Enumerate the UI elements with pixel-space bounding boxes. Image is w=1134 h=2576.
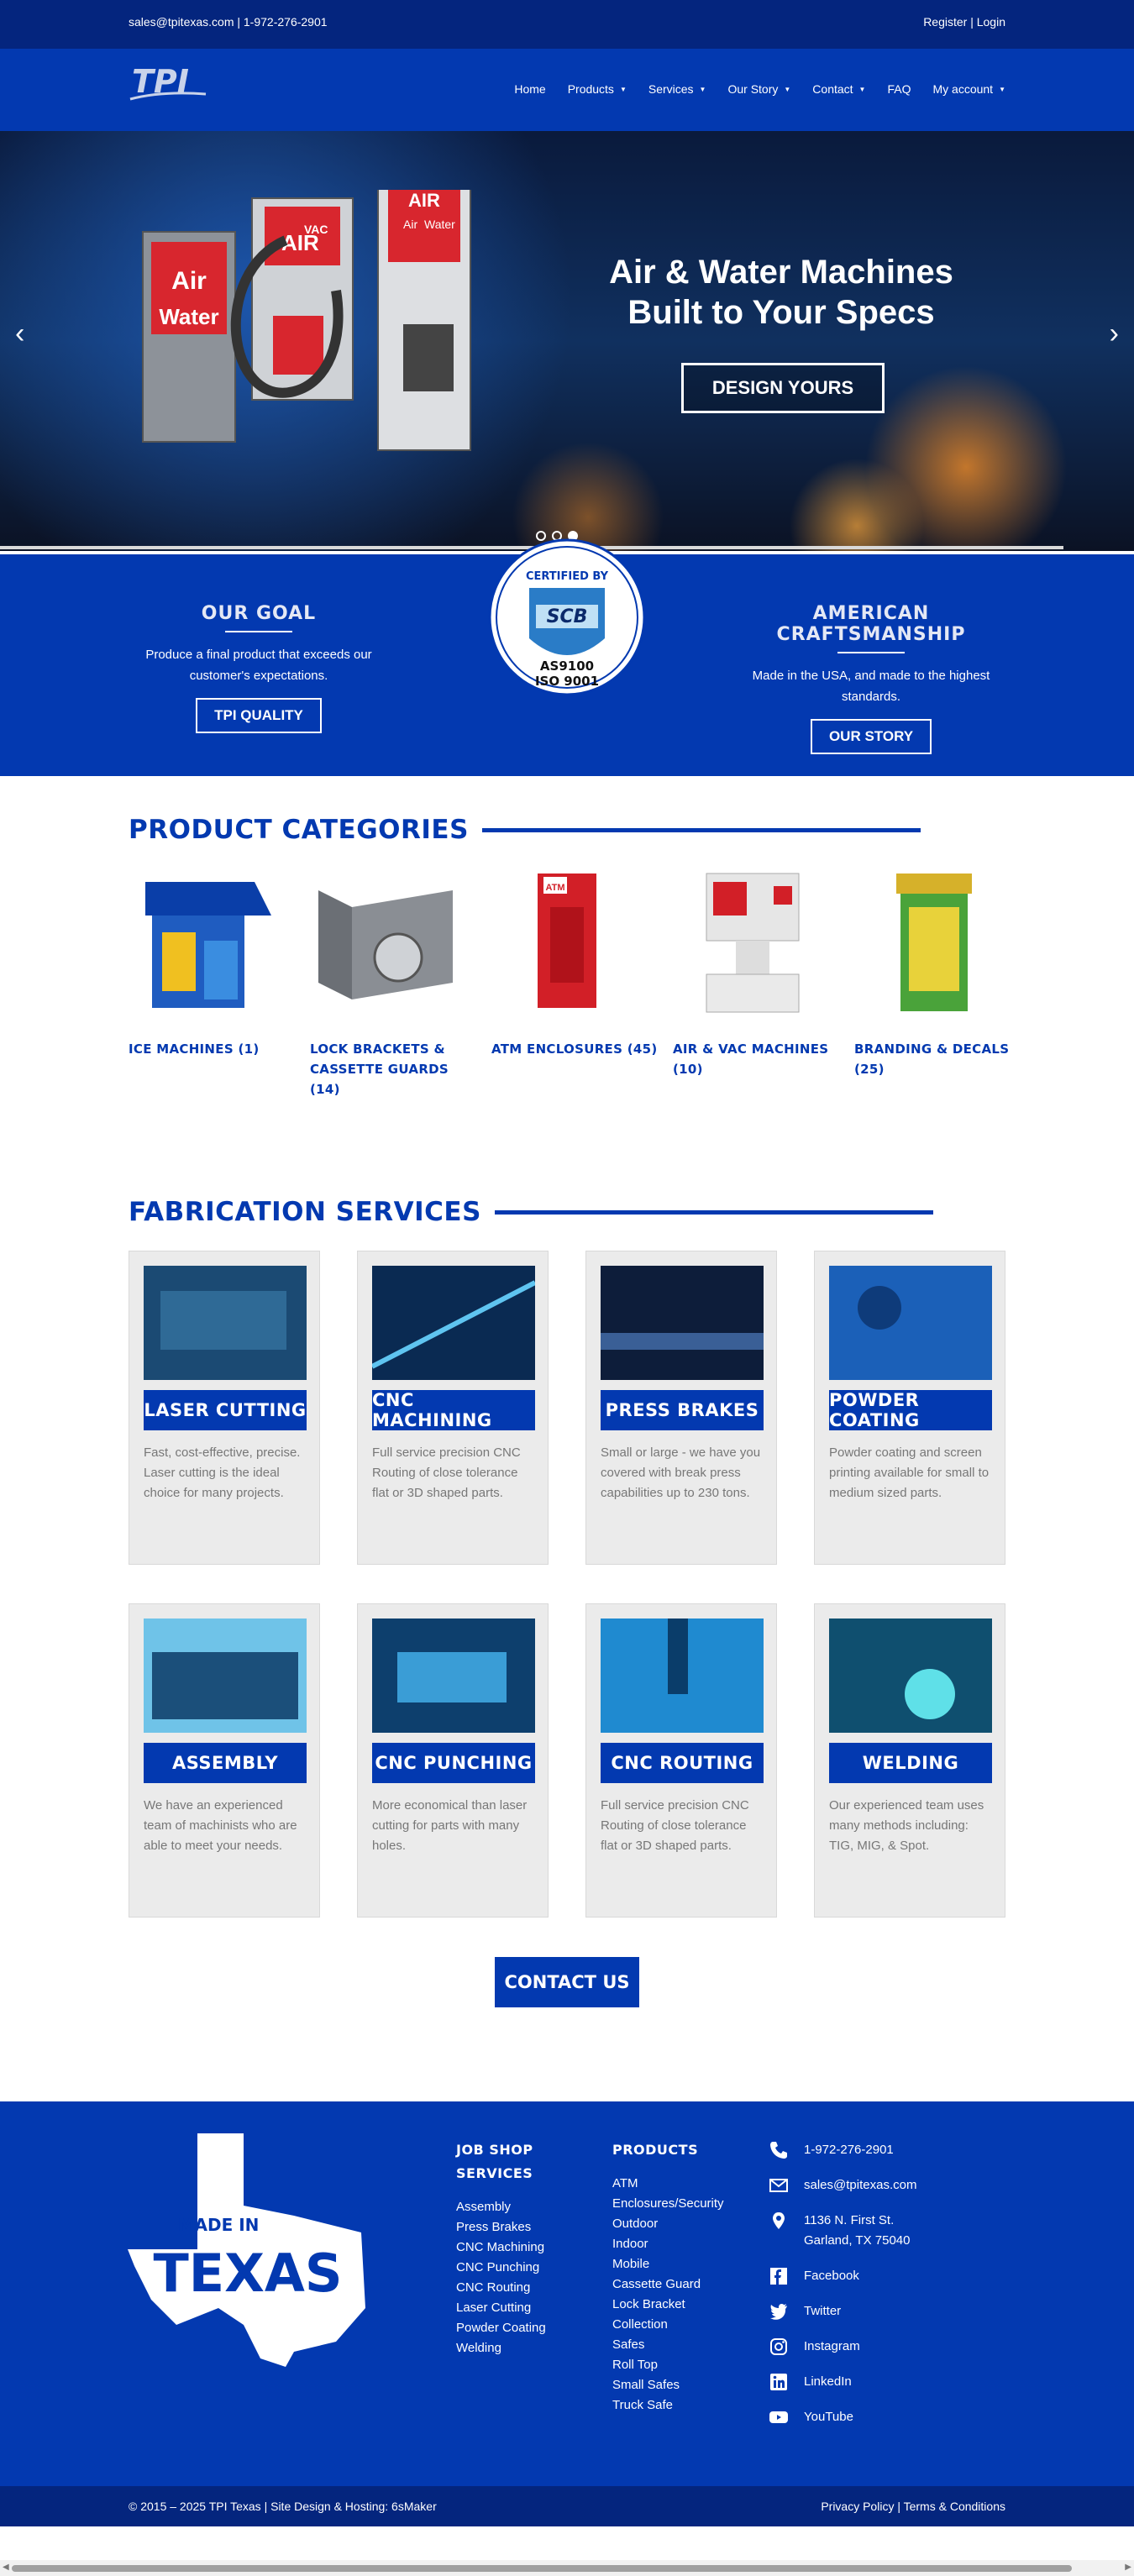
footer-link[interactable]: CNC Routing: [456, 2280, 531, 2295]
footer-link[interactable]: Cassette Guard: [612, 2277, 701, 2291]
hero-title: Air & Water Machines Built to Your Specs: [609, 254, 953, 331]
svg-text:CERTIFIED BY: CERTIFIED BY: [525, 570, 609, 583]
cnc-routing-photo: [601, 1619, 764, 1733]
svg-text:Water: Water: [159, 304, 219, 329]
scb-certification-seal: [487, 538, 647, 754]
svg-text:SCB: SCB: [546, 606, 588, 627]
contact-column: [769, 2140, 987, 2442]
category-branding-decals[interactable]: BRANDING & DECALS (25): [854, 865, 1022, 1079]
chevron-down-icon: ▼: [619, 85, 627, 93]
made-in-texas-badge: [126, 2132, 370, 2367]
svg-text:MADE IN: MADE IN: [177, 2215, 260, 2235]
craftsmanship-text: Made in the USA, and made to the highest standards.: [752, 669, 990, 704]
design-yours-button[interactable]: DESIGN YOURS: [681, 363, 885, 413]
copyright-text: © 2015 – 2025 TPI Texas | Site Design & Hosting: 6sMaker: [129, 2500, 437, 2513]
chevron-down-icon: ▼: [699, 85, 706, 93]
footer-link[interactable]: Lock Bracket: [612, 2297, 685, 2311]
lock-bracket-image: [310, 865, 461, 1016]
register-login-link[interactable]: Register | Login: [923, 15, 1005, 29]
envelope-icon: [769, 2175, 789, 2196]
category-lock-brackets[interactable]: LOCK BRACKETS & CASSETTE GUARDS (14): [310, 865, 478, 1099]
footer-link[interactable]: Small Safes: [612, 2378, 680, 2392]
assembly-photo: [144, 1619, 307, 1733]
divider: [225, 631, 292, 632]
nav-home[interactable]: Home: [514, 82, 546, 96]
twitter-icon: [769, 2301, 789, 2322]
service-card-cnc-punching[interactable]: CNC PUNCHING More economical than laser cutting for parts with many holes.: [357, 1603, 549, 1918]
contact-us-button[interactable]: CONTACT US: [495, 1957, 639, 2007]
our-goal-title: OUR GOAL: [201, 603, 317, 624]
svg-text:AIR: AIR: [281, 230, 319, 255]
footer-link[interactable]: Mobile: [612, 2257, 650, 2271]
ice-machine-image: [129, 865, 280, 1016]
nav-contact[interactable]: Contact ▼: [812, 82, 866, 96]
nav-services[interactable]: Services ▼: [648, 82, 706, 96]
footer-address[interactable]: 1136 N. First St. Garland, TX 75040: [769, 2211, 987, 2251]
craftsmanship-title: AMERICAN CRAFTSMANSHIP: [776, 603, 966, 645]
svg-text:TEXAS: TEXAS: [153, 2243, 343, 2304]
footer-bottom-bar: [0, 2486, 1134, 2526]
our-goal-text: Produce a final product that exceeds our customer's expectations.: [145, 648, 372, 683]
svg-text:ISO 9001: ISO 9001: [534, 674, 600, 689]
scrollbar-thumb[interactable]: [12, 2565, 1072, 2572]
press-brakes-photo: [601, 1266, 764, 1380]
footer-facebook[interactable]: Facebook: [769, 2266, 987, 2286]
facebook-icon: [769, 2266, 789, 2286]
svg-text:AS9100: AS9100: [539, 658, 595, 674]
service-card-assembly[interactable]: ASSEMBLY We have an experienced team of machinists who are able to meet your needs.: [129, 1603, 320, 1918]
chevron-down-icon: ▼: [784, 85, 791, 93]
service-card-cnc-machining[interactable]: CNC MACHINING Full service precision CNC Routing of close tolerance flat or 3D shaped parts.: [357, 1251, 549, 1565]
nav-our-story[interactable]: Our Story ▼: [727, 82, 791, 96]
our-goal-column: [120, 603, 397, 733]
logo-text: TPI: [132, 63, 189, 100]
footer-link[interactable]: Safes: [612, 2337, 645, 2352]
nav-menu: [514, 82, 1005, 96]
nav-my-account[interactable]: My account ▼: [932, 82, 1005, 96]
svg-text:Water: Water: [424, 218, 455, 231]
job-shop-services-column: [456, 2138, 582, 2358]
powder-coating-photo: [829, 1266, 992, 1380]
our-story-button[interactable]: OUR STORY: [811, 719, 932, 754]
footer-link[interactable]: CNC Punching: [456, 2260, 540, 2274]
youtube-icon: [769, 2407, 789, 2427]
horizontal-scrollbar[interactable]: [0, 2560, 1134, 2576]
footer-link[interactable]: Truck Safe: [612, 2398, 673, 2412]
top-contact-info[interactable]: sales@tpitexas.com | 1-972-276-2901: [129, 15, 328, 29]
instagram-icon: [769, 2337, 789, 2357]
main-navigation: [0, 49, 1134, 131]
divider: [837, 652, 905, 653]
american-craftsmanship-column: [732, 603, 1010, 754]
slider-next-icon[interactable]: ›: [1109, 317, 1119, 349]
service-card-welding[interactable]: WELDING Our experienced team uses many methods including: TIG, MIG, & Spot.: [814, 1603, 1005, 1918]
service-card-powder-coating[interactable]: POWDER COATING Powder coating and screen printing available for small to medium sized parts.: [814, 1251, 1005, 1565]
linkedin-icon: [769, 2372, 789, 2392]
service-card-laser-cutting[interactable]: LASER CUTTING Fast, cost-effective, precise. Laser cutting is the ideal choice for many projects.: [129, 1251, 320, 1565]
footer-link[interactable]: Outdoor: [612, 2217, 659, 2231]
footer-youtube[interactable]: YouTube: [769, 2407, 987, 2427]
category-ice-machines[interactable]: ICE MACHINES (1): [129, 865, 297, 1059]
chevron-down-icon: ▼: [999, 85, 1005, 93]
product-categories-heading: PRODUCT CATEGORIES: [129, 815, 921, 845]
footer-link[interactable]: Welding: [456, 2341, 501, 2355]
category-atm-enclosures[interactable]: ATM ATM ENCLOSURES (45): [491, 865, 659, 1059]
air-water-machines-image: [126, 190, 521, 543]
scroll-right-icon[interactable]: ▶: [1125, 2563, 1131, 2572]
job-shop-heading: JOB SHOP SERVICES: [456, 2142, 533, 2181]
svg-text:Air: Air: [403, 218, 418, 231]
cnc-punching-photo: [372, 1619, 535, 1733]
footer-twitter[interactable]: Twitter: [769, 2301, 987, 2322]
footer-link[interactable]: CNC Machining: [456, 2240, 545, 2254]
svg-text:VAC: VAC: [304, 223, 328, 236]
hero-slider: [0, 131, 1134, 551]
service-card-cnc-routing[interactable]: CNC ROUTING Full service precision CNC Routing of close tolerance flat or 3D shaped parts.: [585, 1603, 777, 1918]
laser-cutting-photo: [144, 1266, 307, 1380]
welding-photo: [829, 1619, 992, 1733]
footer-link[interactable]: Indoor: [612, 2237, 648, 2251]
nav-faq[interactable]: FAQ: [887, 82, 911, 96]
cnc-machining-photo: [372, 1266, 535, 1380]
legal-links[interactable]: Privacy Policy | Terms & Conditions: [821, 2500, 1005, 2513]
products-heading: PRODUCTS: [612, 2142, 699, 2158]
slider-prev-icon[interactable]: ‹: [15, 317, 25, 349]
footer: [0, 2101, 1134, 2486]
atm-enclosure-image: [491, 865, 643, 1016]
map-pin-icon: [769, 2211, 789, 2231]
footer-link[interactable]: Roll Top: [612, 2358, 658, 2372]
footer-link[interactable]: Collection: [612, 2317, 668, 2332]
branded-kiosk-image: [854, 865, 1005, 1016]
air-vac-machine-image: [673, 865, 824, 1016]
fabrication-services-heading: FABRICATION SERVICES: [129, 1197, 933, 1227]
nav-products[interactable]: Products ▼: [567, 82, 627, 96]
footer-email[interactable]: sales@tpitexas.com: [769, 2175, 987, 2196]
tpi-quality-button[interactable]: TPI QUALITY: [196, 698, 322, 733]
tpi-logo[interactable]: [129, 60, 207, 108]
top-bar: [0, 0, 1134, 49]
category-air-vac-machines[interactable]: AIR & VAC MACHINES (10): [673, 865, 841, 1079]
products-column: [612, 2138, 738, 2416]
footer-link[interactable]: ATM Enclosures/Security: [612, 2176, 724, 2211]
footer-link[interactable]: Powder Coating: [456, 2321, 546, 2335]
footer-instagram[interactable]: Instagram: [769, 2337, 987, 2357]
phone-icon: [769, 2140, 789, 2160]
footer-linkedin[interactable]: LinkedIn: [769, 2372, 987, 2392]
footer-link[interactable]: Press Brakes: [456, 2220, 532, 2234]
chevron-down-icon: ▼: [858, 85, 866, 93]
svg-text:Air: Air: [171, 267, 207, 295]
scroll-left-icon[interactable]: ◀: [3, 2563, 9, 2572]
footer-link[interactable]: Assembly: [456, 2200, 512, 2214]
svg-text:ATM: ATM: [545, 883, 565, 893]
service-card-press-brakes[interactable]: PRESS BRAKES Small or large - we have you covered with break press capabilities up to 230 tons.: [585, 1251, 777, 1565]
footer-phone[interactable]: 1-972-276-2901: [769, 2140, 987, 2160]
svg-text:AIR: AIR: [408, 190, 440, 211]
footer-link[interactable]: Laser Cutting: [456, 2301, 532, 2315]
